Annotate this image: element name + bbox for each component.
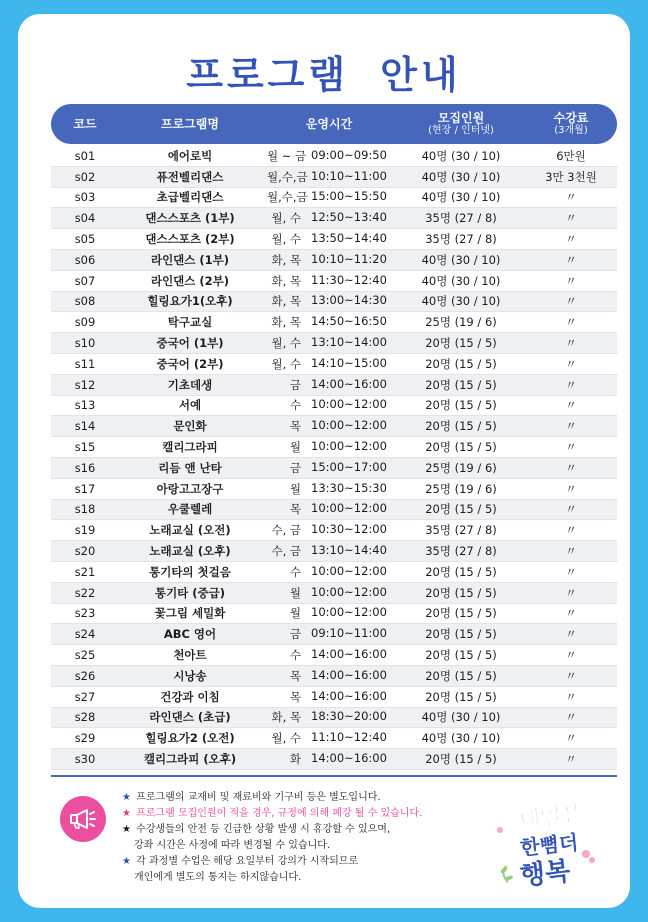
row-time — [261, 751, 397, 767]
row-fee: 6만원 — [556, 148, 586, 163]
row-time — [261, 626, 397, 642]
header-fee-label: 수강료 — [553, 111, 589, 125]
row-days: 월, 수 — [271, 731, 301, 746]
table-row — [51, 708, 617, 729]
row-code: s01 — [74, 148, 96, 163]
row-capacity: 40명 (30 / 10) — [421, 252, 501, 267]
row-name: 기초데생 — [167, 377, 213, 392]
row-fee: 〃 — [565, 544, 577, 559]
row-code: s17 — [74, 481, 96, 496]
row-fee: 〃 — [565, 668, 577, 683]
row-time — [261, 210, 397, 226]
row-capacity: 25명 (19 / 6) — [425, 481, 497, 496]
row-code: s08 — [74, 294, 96, 309]
row-hours: 11:10~12:40 — [311, 730, 387, 745]
row-code: s04 — [74, 211, 96, 226]
row-fee: 〃 — [565, 356, 577, 371]
row-hours: 10:00~12:00 — [311, 584, 387, 599]
row-capacity: 20명 (15 / 5) — [425, 398, 497, 413]
row-capacity: 20명 (15 / 5) — [425, 648, 497, 663]
row-fee: 〃 — [565, 273, 577, 288]
row-time — [261, 647, 397, 663]
row-time — [261, 377, 397, 393]
row-name: 통기타의 첫걸음 — [149, 564, 231, 579]
row-capacity: 20명 (15 / 5) — [425, 356, 497, 371]
row-name: 퓨전벨리댄스 — [156, 169, 224, 184]
row-name: 댄스스포츠 (2부) — [145, 232, 235, 247]
row-time — [261, 356, 397, 372]
row-time — [261, 293, 397, 309]
header-capacity — [397, 111, 525, 137]
row-time — [261, 169, 397, 185]
table-row — [51, 458, 617, 479]
row-hours: 14:00~16:00 — [311, 667, 387, 682]
row-fee: 〃 — [565, 523, 577, 538]
row-time — [261, 231, 397, 247]
row-code: s07 — [74, 273, 96, 288]
row-hours: 11:30~12:40 — [311, 272, 387, 287]
row-name: 천아트 — [173, 648, 207, 663]
row-fee: 〃 — [565, 689, 577, 704]
row-capacity: 40명 (30 / 10) — [421, 273, 501, 288]
row-capacity: 20명 (15 / 5) — [425, 440, 497, 455]
table-row — [51, 666, 617, 687]
notes — [122, 790, 482, 886]
row-name: 통기타 (중급) — [154, 585, 226, 600]
header-code: 코드 — [73, 117, 97, 131]
star-icon: ★ — [122, 856, 131, 867]
row-capacity: 35명 (27 / 8) — [425, 523, 497, 538]
row-time — [261, 543, 397, 559]
table-row — [51, 416, 617, 437]
row-days: 월, 수 — [271, 356, 301, 371]
row-fee: 〃 — [565, 190, 577, 205]
row-days: 목 — [289, 668, 301, 683]
row-time — [261, 189, 397, 205]
row-capacity: 35명 (27 / 8) — [425, 211, 497, 226]
row-time — [261, 418, 397, 434]
row-hours: 14:00~16:00 — [311, 688, 387, 703]
row-code: s14 — [74, 419, 96, 434]
row-code: s27 — [74, 689, 96, 704]
row-time — [261, 522, 397, 538]
row-fee: 3만 3천원 — [545, 169, 597, 184]
row-code: s20 — [74, 544, 96, 559]
row-capacity: 25명 (19 / 6) — [425, 315, 497, 330]
row-capacity: 20명 (15 / 5) — [425, 606, 497, 621]
table-row — [51, 333, 617, 354]
row-hours: 13:10~14:00 — [311, 335, 387, 350]
slogan-logo — [494, 796, 604, 896]
row-capacity: 40명 (30 / 10) — [421, 710, 501, 725]
row-fee: 〃 — [565, 648, 577, 663]
row-days: 화, 목 — [271, 710, 301, 725]
header-name: 프로그램명 — [161, 117, 219, 131]
row-hours: 13:30~15:30 — [311, 480, 387, 495]
row-days: 목 — [289, 419, 301, 434]
divider — [51, 775, 617, 777]
table-row — [51, 188, 617, 209]
header-capacity-label: 모집인원 — [437, 111, 485, 125]
row-capacity: 25명 (19 / 6) — [425, 460, 497, 475]
header-time: 운영시간 — [305, 117, 353, 131]
row-capacity: 20명 (15 / 5) — [425, 689, 497, 704]
row-name: 노래교실 (오전) — [149, 523, 231, 538]
row-days: 목 — [289, 689, 301, 704]
row-capacity: 35명 (27 / 8) — [425, 232, 497, 247]
row-capacity: 40명 (30 / 10) — [421, 190, 501, 205]
row-name: 꽃그림 세밀화 — [154, 606, 226, 621]
row-capacity: 20명 (15 / 5) — [425, 627, 497, 642]
row-name: ABC 영어 — [163, 627, 217, 642]
row-name: 건강과 이침 — [160, 689, 220, 704]
megaphone-icon — [60, 796, 106, 842]
row-days: 화, 목 — [271, 294, 301, 309]
row-time — [261, 335, 397, 351]
row-fee: 〃 — [565, 606, 577, 621]
row-code: s18 — [74, 502, 96, 517]
row-hours: 14:00~16:00 — [311, 647, 387, 662]
row-fee: 〃 — [565, 502, 577, 517]
row-capacity: 40명 (30 / 10) — [421, 294, 501, 309]
note-2: ★ 프로그램 모집인원이 적을 경우, 규정에 의해 폐강 될 수 있습니다. — [122, 808, 423, 819]
row-time — [261, 605, 397, 621]
row-hours: 14:50~16:50 — [311, 314, 387, 329]
table-row — [51, 645, 617, 666]
row-name: 서예 — [178, 398, 202, 413]
row-code: s24 — [74, 627, 96, 642]
table-row — [51, 208, 617, 229]
note-3: ★ 수강생들의 안전 등 긴급한 상황 발생 시 휴강할 수 있으며, 강좌 시간은 사정에 따라 변경될 수 있습니다. — [122, 824, 391, 851]
row-name: 댄스스포츠 (1부) — [145, 211, 235, 226]
row-name: 에어로빅 — [167, 148, 213, 163]
row-code: s29 — [74, 731, 96, 746]
row-hours: 13:50~14:40 — [311, 231, 387, 246]
table-row — [51, 562, 617, 583]
row-days: 수, 금 — [271, 544, 301, 559]
row-name: 우쿨렐레 — [167, 502, 213, 517]
row-name: 초급벨리댄스 — [156, 190, 224, 205]
row-hours: 10:00~12:00 — [311, 418, 387, 433]
row-name: 라인댄스 (2부) — [150, 273, 230, 288]
row-hours: 14:10~15:00 — [311, 355, 387, 370]
row-hours: 10:10~11:20 — [311, 251, 387, 266]
row-capacity: 20명 (15 / 5) — [425, 564, 497, 579]
row-capacity: 40명 (30 / 10) — [421, 731, 501, 746]
table-row — [51, 604, 617, 625]
table-row — [51, 728, 617, 749]
row-name: 중국어 (1부) — [156, 336, 224, 351]
row-days: 화, 목 — [271, 315, 301, 330]
row-time — [261, 668, 397, 684]
row-code: s21 — [74, 564, 96, 579]
note-4: ★ 각 과정별 수업은 해당 요일부터 강의가 시작되므로 개인에게 별도의 통지는 하지않습니다. — [122, 856, 359, 883]
row-hours: 09:10~11:00 — [311, 626, 387, 641]
row-fee: 〃 — [565, 710, 577, 725]
row-time — [261, 564, 397, 580]
row-fee: 〃 — [565, 460, 577, 475]
row-days: 월, 수 — [271, 211, 301, 226]
star-icon: ★ — [122, 824, 131, 835]
row-fee: 〃 — [565, 336, 577, 351]
row-days: 월, 수 — [271, 232, 301, 247]
row-code: s30 — [74, 752, 96, 766]
row-time — [261, 481, 397, 497]
page-title: 프로그램 안내 — [186, 53, 462, 97]
star-icon: ★ — [122, 808, 131, 819]
row-name: 라인댄스 (초급) — [149, 710, 231, 725]
row-capacity: 35명 (27 / 8) — [425, 544, 497, 559]
row-code: s28 — [74, 710, 96, 725]
row-days: 수, 금 — [271, 523, 301, 538]
row-capacity: 20명 (15 / 5) — [425, 668, 497, 683]
row-hours: 10:00~12:00 — [311, 439, 387, 454]
table-row — [51, 250, 617, 271]
logo-line-1: 내일은 — [517, 800, 585, 835]
row-days: 월 — [289, 440, 301, 455]
row-code: s12 — [74, 377, 96, 392]
row-code: s16 — [74, 460, 96, 475]
row-fee: 〃 — [565, 252, 577, 267]
row-days: 목 — [289, 502, 301, 517]
row-days: 월 — [289, 585, 301, 600]
row-time — [261, 730, 397, 746]
row-hours: 09:00~09:50 — [311, 147, 387, 162]
row-days: 금 — [289, 627, 301, 642]
row-fee: 〃 — [565, 731, 577, 746]
row-name: 탁구교실 — [167, 315, 213, 330]
logo-line-3: 행복 — [518, 856, 572, 892]
table-row — [51, 354, 617, 375]
row-time — [261, 585, 397, 601]
note-1: ★ 프로그램의 교재비 및 재료비와 기구비 등은 별도입니다. — [122, 792, 381, 803]
table-row — [51, 271, 617, 292]
row-code: s05 — [74, 232, 96, 247]
row-name: 캘리그라피 — [162, 440, 218, 455]
row-code: s13 — [74, 398, 96, 413]
table-row — [51, 375, 617, 396]
row-name: 아랑고고장구 — [156, 481, 224, 496]
row-hours: 10:00~12:00 — [311, 397, 387, 412]
table-row — [51, 749, 617, 770]
row-name: 힐링요가1(오후) — [147, 294, 233, 309]
row-code: s09 — [74, 315, 96, 330]
row-fee: 〃 — [565, 440, 577, 455]
row-hours: 15:00~15:50 — [311, 189, 387, 204]
row-code: s11 — [74, 356, 96, 371]
row-code: s10 — [74, 336, 96, 351]
row-days: 월, 수 — [271, 336, 301, 351]
row-time — [261, 148, 397, 164]
row-days: 월 — [289, 606, 301, 621]
row-time — [261, 397, 397, 413]
table-row — [51, 146, 617, 167]
row-days: 수 — [289, 398, 301, 413]
row-hours: 13:00~14:30 — [311, 293, 387, 308]
row-name: 힐링요가2 (오전) — [145, 731, 235, 746]
row-fee: 〃 — [565, 627, 577, 642]
row-fee: 〃 — [565, 564, 577, 579]
table-row — [51, 167, 617, 188]
table-row — [51, 229, 617, 250]
table-row — [51, 312, 617, 333]
row-code: s03 — [74, 190, 96, 205]
row-hours: 10:00~12:00 — [311, 605, 387, 620]
row-name: 리듬 앤 난타 — [158, 460, 222, 475]
row-time — [261, 273, 397, 289]
header-capacity-sub: (현장 / 인터넷) — [428, 125, 494, 136]
row-fee: 〃 — [565, 419, 577, 434]
row-name: 라인댄스 (1부) — [150, 252, 230, 267]
row-time — [261, 252, 397, 268]
program-card — [18, 14, 630, 908]
row-hours: 15:00~17:00 — [311, 459, 387, 474]
row-days: 수 — [289, 564, 301, 579]
table-row — [51, 500, 617, 521]
row-name: 문인화 — [173, 419, 207, 434]
row-code: s06 — [74, 252, 96, 267]
row-code: s23 — [74, 606, 96, 621]
row-days: 수 — [289, 648, 301, 663]
row-days: 월 — [289, 481, 301, 496]
row-days: 금 — [289, 377, 301, 392]
row-hours: 14:00~16:00 — [311, 376, 387, 391]
row-code: s26 — [74, 668, 96, 683]
row-fee: 〃 — [565, 294, 577, 309]
row-name: 시낭송 — [173, 668, 207, 683]
row-name: 중국어 (2부) — [156, 356, 224, 371]
row-fee: 〃 — [565, 232, 577, 247]
row-fee: 〃 — [565, 315, 577, 330]
row-days: 금 — [289, 460, 301, 475]
row-time — [261, 501, 397, 517]
header-fee — [525, 111, 617, 137]
row-fee: 〃 — [565, 398, 577, 413]
row-time — [261, 314, 397, 330]
star-icon: ★ — [122, 792, 131, 803]
table-row — [51, 292, 617, 313]
row-code: s15 — [74, 440, 96, 455]
row-capacity: 20명 (15 / 5) — [425, 336, 497, 351]
row-hours: 10:10~11:00 — [311, 168, 387, 183]
row-capacity: 40명 (30 / 10) — [421, 148, 501, 163]
table-row — [51, 624, 617, 645]
row-days: 화 — [289, 752, 301, 766]
row-hours: 12:50~13:40 — [311, 210, 387, 225]
row-time — [261, 709, 397, 725]
row-days: 월,수,금 — [267, 169, 308, 184]
row-hours: 10:00~12:00 — [311, 501, 387, 516]
row-hours: 10:30~12:00 — [311, 522, 387, 537]
row-code: s25 — [74, 648, 96, 663]
table-row — [51, 583, 617, 604]
header-fee-sub: (3개월) — [554, 125, 588, 136]
row-capacity: 40명 (30 / 10) — [421, 169, 501, 184]
logo-line-2: 한뼘더 — [519, 830, 580, 861]
row-hours: 14:00~16:00 — [311, 751, 387, 765]
row-fee: 〃 — [565, 585, 577, 600]
table-row — [51, 437, 617, 458]
table-row — [51, 541, 617, 562]
table-row — [51, 687, 617, 708]
row-time — [261, 689, 397, 705]
row-hours: 10:00~12:00 — [311, 563, 387, 578]
row-days: 월 ~ 금 — [267, 148, 307, 163]
table-row — [51, 396, 617, 417]
row-fee: 〃 — [565, 211, 577, 226]
row-hours: 13:10~14:40 — [311, 543, 387, 558]
row-capacity: 20명 (15 / 5) — [425, 752, 497, 766]
row-name: 캘리그라피 (오후) — [143, 752, 237, 766]
program-table — [51, 146, 617, 770]
row-capacity: 20명 (15 / 5) — [425, 377, 497, 392]
row-time — [261, 439, 397, 455]
row-days: 월,수,금 — [267, 190, 308, 205]
table-row — [51, 479, 617, 500]
row-code: s22 — [74, 585, 96, 600]
row-hours: 18:30~20:00 — [311, 709, 387, 724]
row-capacity: 20명 (15 / 5) — [425, 502, 497, 517]
row-days: 화, 목 — [271, 273, 301, 288]
row-fee: 〃 — [565, 377, 577, 392]
row-name: 노래교실 (오후) — [149, 544, 231, 559]
table-header — [51, 104, 617, 144]
table-row — [51, 520, 617, 541]
row-capacity: 20명 (15 / 5) — [425, 419, 497, 434]
row-capacity: 20명 (15 / 5) — [425, 585, 497, 600]
row-code: s02 — [74, 169, 96, 184]
row-code: s19 — [74, 523, 96, 538]
row-fee: 〃 — [565, 752, 577, 766]
row-fee: 〃 — [565, 481, 577, 496]
row-time — [261, 460, 397, 476]
row-days: 화, 목 — [271, 252, 301, 267]
